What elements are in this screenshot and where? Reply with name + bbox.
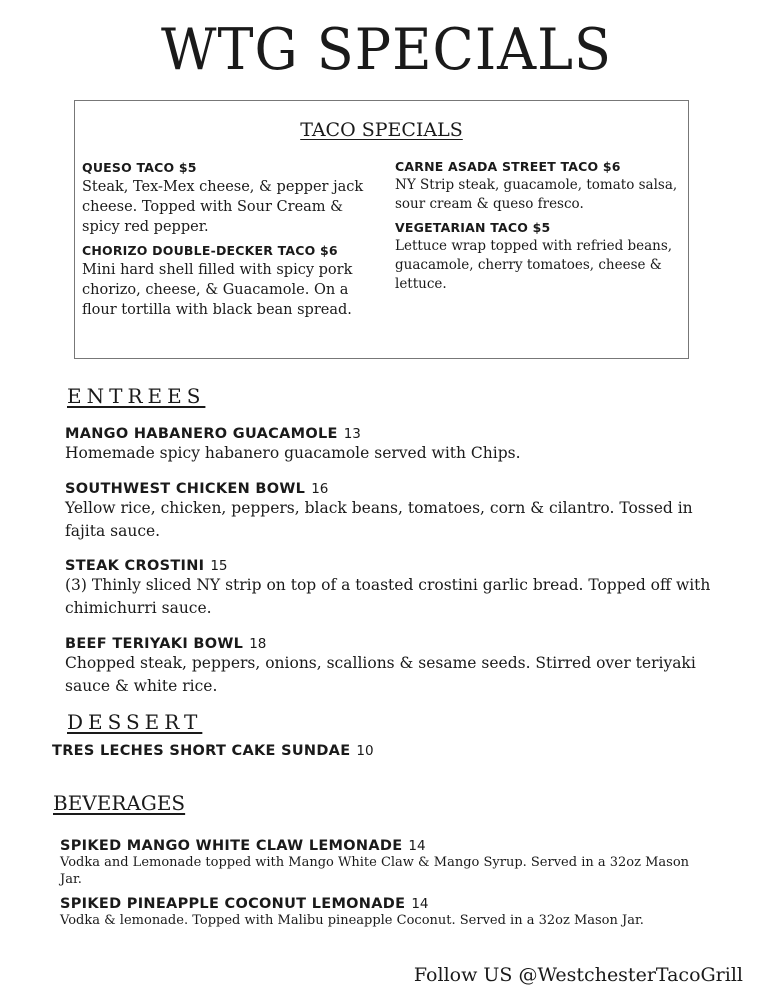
entree-desc: (3) Thinly sliced NY strip on top of a toasted crostini garlic bread. Topped off with chimichurri sauce. xyxy=(65,576,711,617)
taco-item xyxy=(82,242,372,320)
taco-item-desc: Steak, Tex-Mex cheese, & pepper jack cheese. Topped with Sour Cream & spicy red pepper. xyxy=(82,179,364,235)
taco-item-desc: Lettuce wrap topped with refried beans, guacamole, cherry tomatoes, cheese & lettuce. xyxy=(395,238,673,292)
beverage-price: 14 xyxy=(411,896,429,912)
entrees-heading: ENTREES xyxy=(67,384,206,408)
beverage-item xyxy=(60,835,710,888)
beverage-price: 14 xyxy=(408,838,426,854)
taco-item-name: CARNE ASADA STREET TACO $6 xyxy=(395,159,621,174)
taco-column-right xyxy=(395,158,685,299)
beverage-item xyxy=(60,893,710,929)
entree-desc: Chopped steak, peppers, onions, scallions & sesame seeds. Stirred over teriyaki sauce & white rice. xyxy=(65,654,696,695)
entree-price: 18 xyxy=(249,636,267,652)
entree-item xyxy=(65,423,715,465)
taco-item-name: VEGETARIAN TACO $5 xyxy=(395,220,551,235)
page-title: WTG SPECIALS xyxy=(160,16,613,83)
taco-item-name: QUESO TACO $5 xyxy=(82,160,197,175)
taco-item xyxy=(395,219,685,294)
beverage-name: SPIKED PINEAPPLE COCONUT LEMONADE xyxy=(60,896,406,912)
dessert-heading: DESSERT xyxy=(67,710,203,734)
taco-specials-box xyxy=(74,100,689,359)
entree-item xyxy=(65,633,715,698)
dessert-price: 10 xyxy=(356,743,374,759)
social-footer: Follow US @WestchesterTacoGrill xyxy=(413,964,743,986)
taco-column-left xyxy=(82,159,372,325)
entree-name: STEAK CROSTINI xyxy=(65,558,205,574)
entree-price: 15 xyxy=(210,558,228,574)
beverage-desc: Vodka & lemonade. Topped with Malibu pineapple Coconut. Served in a 32oz Mason Jar. xyxy=(60,913,644,928)
entree-item xyxy=(65,478,715,543)
beverage-name: SPIKED MANGO WHITE CLAW LEMONADE xyxy=(60,838,403,854)
taco-specials-heading: TACO SPECIALS xyxy=(300,119,463,141)
entree-desc: Yellow rice, chicken, peppers, black beans, tomatoes, corn & cilantro. Tossed in fajita sauce. xyxy=(65,499,693,540)
entree-price: 16 xyxy=(311,481,329,497)
taco-item xyxy=(82,159,372,237)
beverage-desc: Vodka and Lemonade topped with Mango White Claw & Mango Syrup. Served in a 32oz Mason Jar. xyxy=(60,855,690,887)
taco-item-name: CHORIZO DOUBLE-DECKER TACO $6 xyxy=(82,243,338,258)
entree-desc: Homemade spicy habanero guacamole served with Chips. xyxy=(65,444,521,462)
taco-item-desc: NY Strip steak, guacamole, tomato salsa, sour cream & queso fresco. xyxy=(395,177,678,212)
beverages-heading: BEVERAGES xyxy=(53,791,186,815)
dessert-name: TRES LECHES SHORT CAKE SUNDAE xyxy=(52,743,351,759)
entree-name: MANGO HABANERO GUACAMOLE xyxy=(65,426,338,442)
dessert-item xyxy=(52,740,374,759)
entree-item xyxy=(65,555,715,620)
entree-name: BEEF TERIYAKI BOWL xyxy=(65,636,244,652)
taco-item xyxy=(395,158,685,214)
entree-name: SOUTHWEST CHICKEN BOWL xyxy=(65,481,306,497)
entree-price: 13 xyxy=(343,426,361,442)
taco-item-desc: Mini hard shell filled with spicy pork chorizo, cheese, & Guacamole. On a flour tortilla with black bean spread. xyxy=(82,262,353,318)
